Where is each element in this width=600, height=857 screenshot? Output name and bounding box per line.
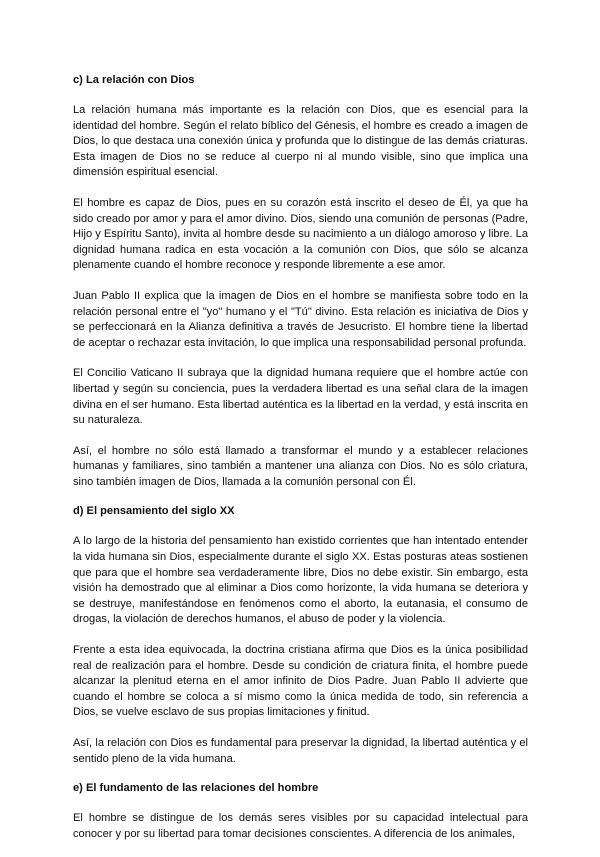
paragraph: A lo largo de la historia del pensamiento han existido corrientes que han intentado entender la vida humana sin Dios, especialmente durante el siglo XX. Estas posturas ateas sostienen que para que el hombre sea verdaderamente libre, Dios no debe existir. Sin embargo, esta visión ha demostrado que al eliminar a Dios como horizonte, la vida humana se deteriora y se destruye, manifestándose en fenómenos como el aborto, la eutanasia, el consumo de drogas, la violación de derechos humanos, el abuso de poder y la violencia.	[73, 535, 528, 626]
paragraph: Frente a esta idea equivocada, la doctrina cristiana afirma que Dios es la única posibilidad real de realización para el hombre. Desde su condición de criatura finita, el hombre puede alcanzar la plenitud eterna en el amor infinito de Dios Padre. Juan Pablo II advierte que cuando el hombre se coloca a sí mismo como la única medida de todo, sin referencia a Dios, se vuelve esclavo de sus propias limitaciones y finitud.	[73, 644, 528, 719]
paragraph: Juan Pablo II explica que la imagen de Dios en el hombre se manifiesta sobre todo en la relación personal entre el "yo" humano y el "Tú" divino. Esta relación es iniciativa de Dios y se perfeccionará en la Alianza definitiva a través de Jesucristo. El hombre tiene la libertad de aceptar o rechazar esta invitación, lo que implica una responsabilidad personal profunda.	[73, 289, 528, 349]
document-page	[73, 73, 528, 857]
paragraph: El hombre se distingue de los demás seres visibles por su capacidad intelectual para conocer y por su libertad para tomar decisiones conscientes. A diferencia de los animales,	[73, 812, 528, 840]
paragraph: El Concilio Vaticano II subraya que la dignidad humana requiere que el hombre actúe con libertad y según su conciencia, pues la verdadera libertad es una señal clara de la imagen divina en el ser humano. Esta libertad auténtica es la libertad en la verdad, y está inscrita en su naturaleza.	[73, 367, 528, 427]
paragraph: Así, el hombre no sólo está llamado a transformar el mundo y a establecer relaciones humanas y familiares, sino también a mantener una alianza con Dios. No es sólo criatura, sino también imagen de Dios, llamada a la comunión personal con Él.	[73, 444, 528, 488]
section-heading-fundamento-relaciones: e) El fundamento de las relaciones del hombre	[73, 782, 319, 795]
paragraph: El hombre es capaz de Dios, pues en su corazón está inscrito el deseo de Él, ya que ha sido creado por amor y para el amor divino. Dios, siendo una comunión de personas (Padre, Hijo y Espíritu Santo), invita al hombre desde su nacimiento a un diálogo amoroso y libre. La dignidad humana radica en esta vocación a la comunión con Dios, que sólo se alcanza plenamente cuando el hombre reconoce y responde libremente a ese amor.	[73, 196, 528, 272]
section-heading-pensamiento-siglo-xx: d) El pensamiento del siglo XX	[73, 505, 235, 518]
paragraph: Así, la relación con Dios es fundamental para preservar la dignidad, la libertad auténtica y el sentido pleno de la vida humana.	[73, 737, 528, 765]
section-heading-relacion-con-dios: c) La relación con Dios	[73, 74, 195, 86]
paragraph: La relación humana más importante es la relación con Dios, que es esencial para la identidad del hombre. Según el relato bíblico del Génesis, el hombre es creado a imagen de Dios, lo que destaca una conexión única y profunda que lo distingue de las demás criaturas. Esta imagen de Dios no se reduce al cuerpo ni al mundo visible, sino que implica una dimensión espiritual esencial.	[73, 104, 528, 179]
